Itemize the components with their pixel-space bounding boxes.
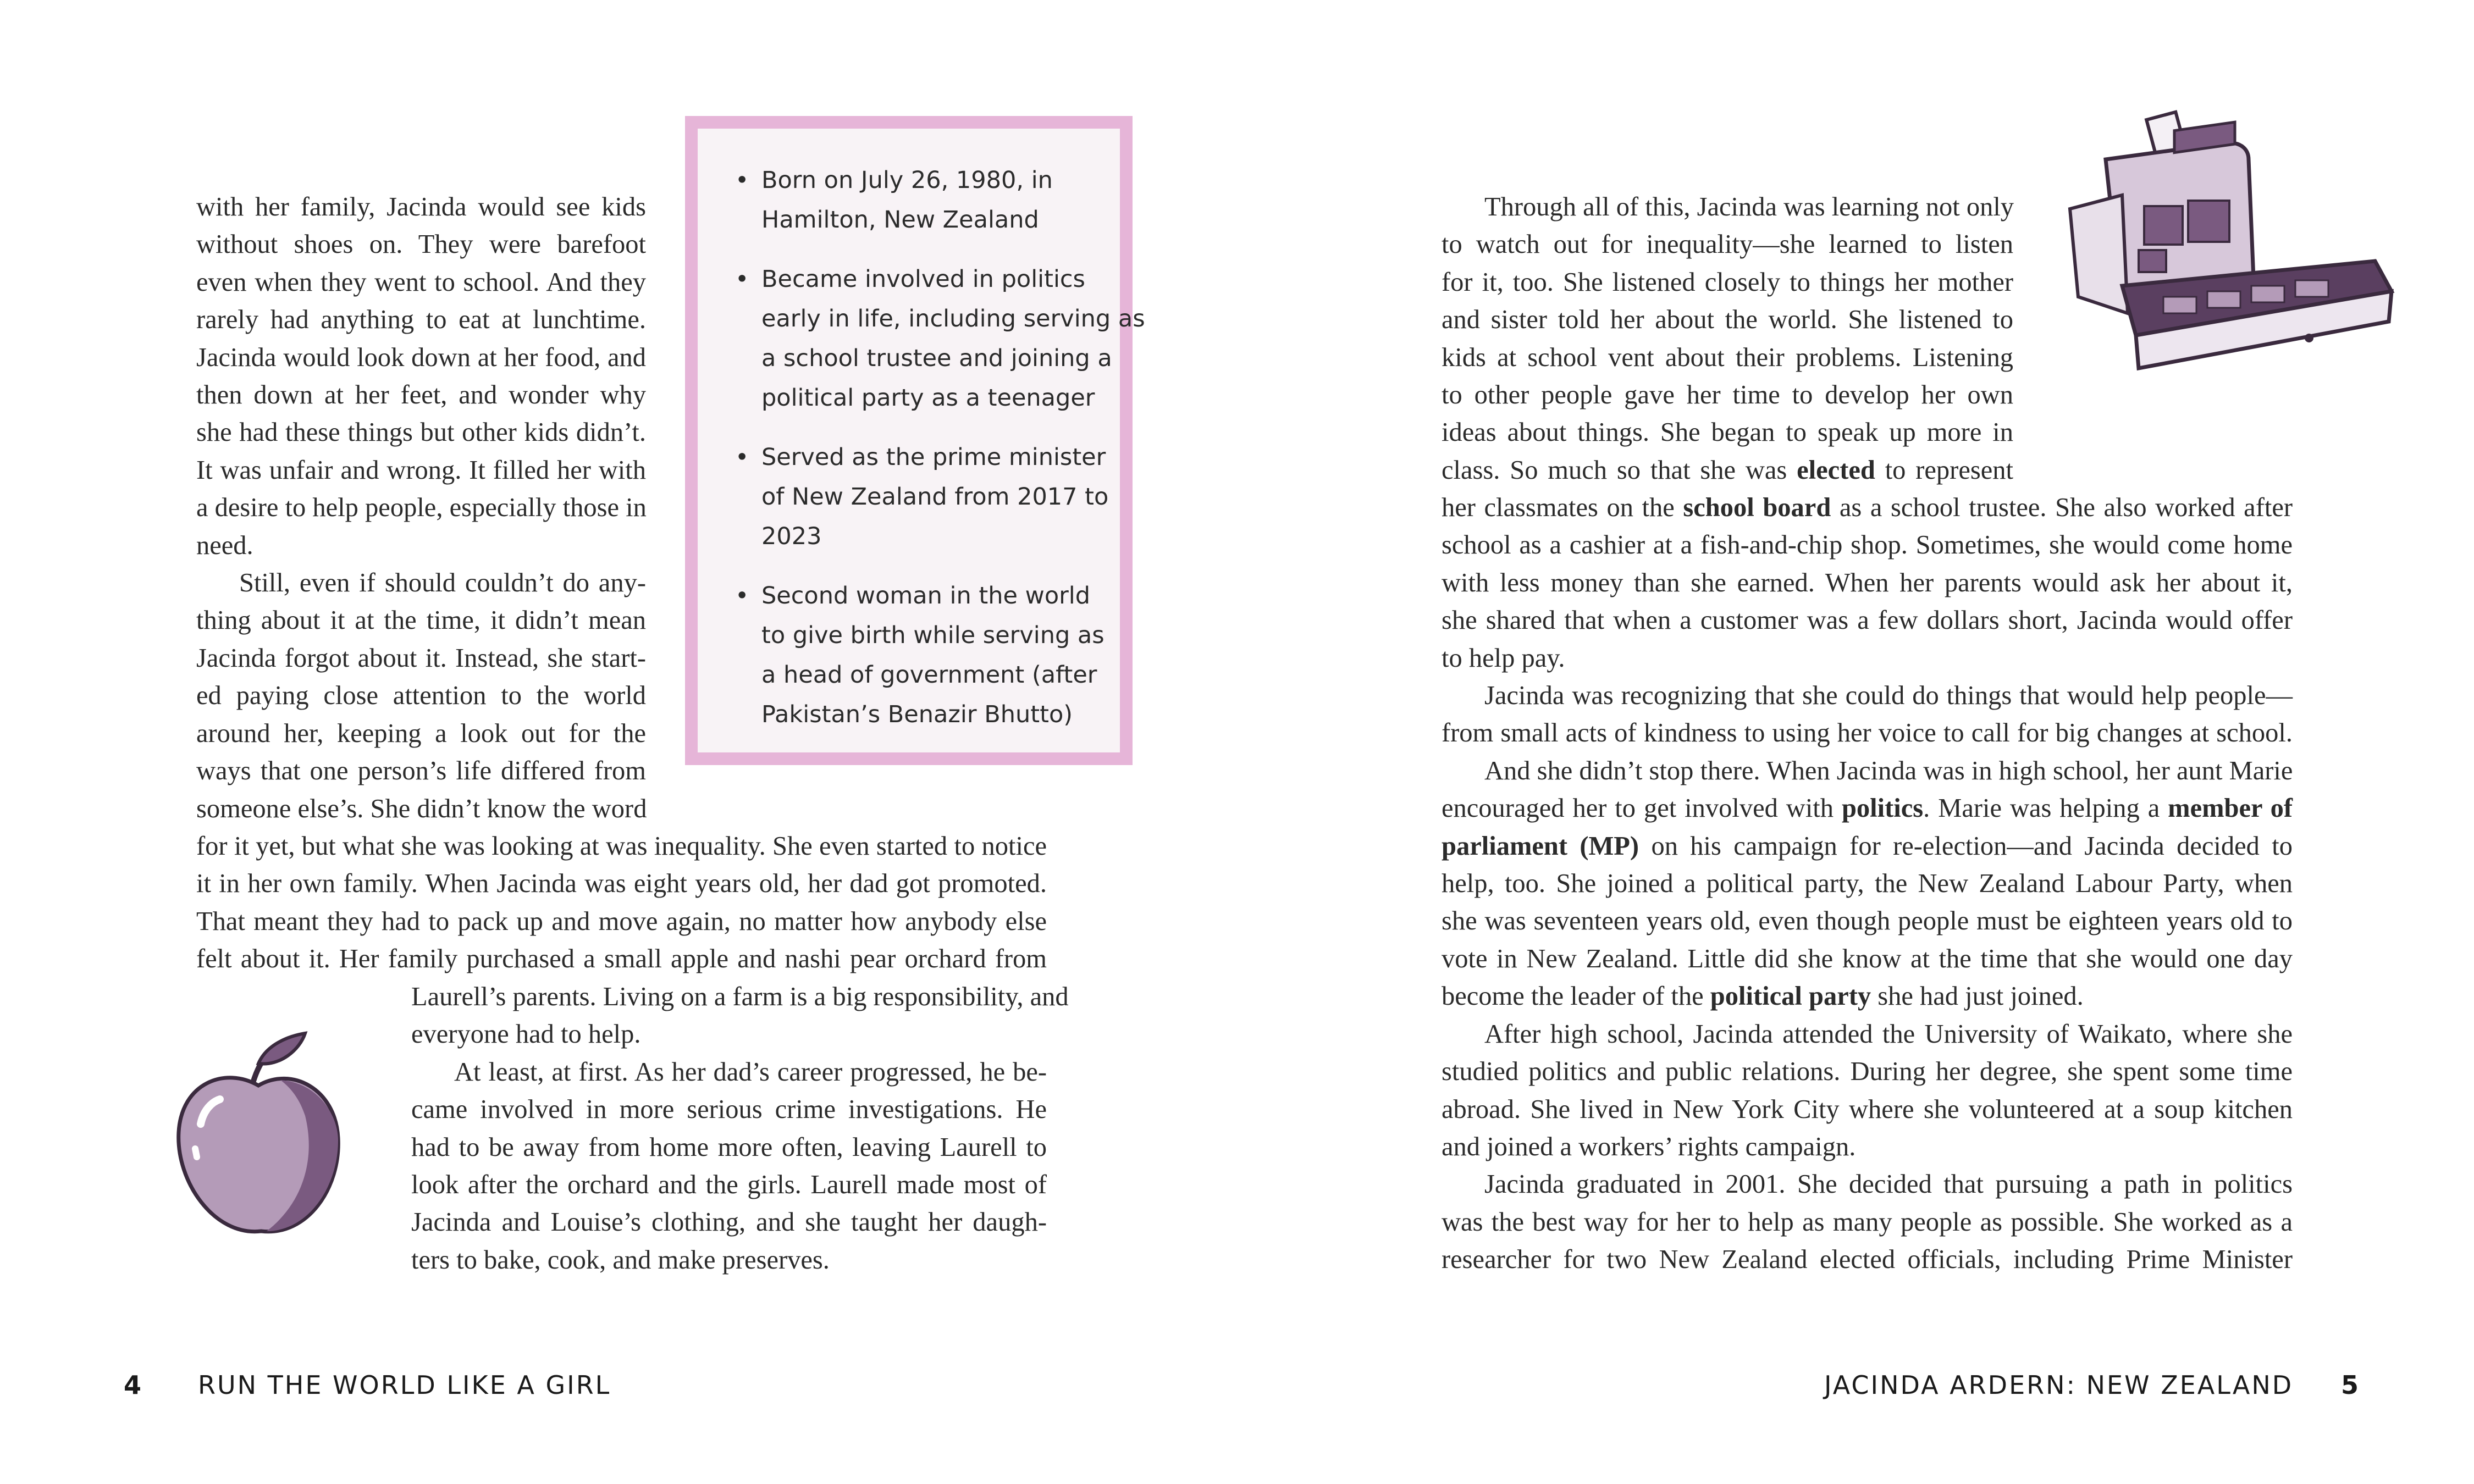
left-running-head: RUN THE WORLD LIKE A GIRL [198, 1370, 611, 1400]
text-line: around her, keeping a look out for the [196, 718, 646, 748]
text-line: to other people gave her time to develop her own [1442, 380, 2013, 410]
text-line: need. [196, 530, 253, 560]
left-footer [124, 1370, 141, 1400]
text-line: Through all of this, Jacinda was learning not only [1484, 192, 2014, 222]
text-line: came involved in more serious crime investigations. He [411, 1095, 1047, 1125]
text-line: and sister told her about the world. She listened to [1442, 305, 2013, 335]
right-narrow-text [1442, 189, 2013, 489]
fact-line: a school trustee and joining a [761, 345, 1112, 372]
text-line: After high school, Jacinda attended the University of Waikato, where she [1484, 1019, 2293, 1049]
text-line: And she didn’t stop there. When Jacinda was in high school, her aunt Marie [1484, 756, 2293, 785]
bullet-icon: • [735, 167, 749, 194]
fact-list [720, 160, 1145, 754]
text-line: was the best way for her to help as many people as possible. She worked as a [1442, 1207, 2293, 1237]
text-line: felt about it. Her family purchased a small apple and nashi pear orchard from [196, 944, 1047, 974]
fact-line: to give birth while serving as [761, 622, 1105, 649]
text-line: look after the orchard and the girls. Laurell made most of [411, 1170, 1047, 1200]
fact-line: political party as a teenager [761, 384, 1095, 412]
bullet-icon: • [735, 444, 749, 471]
text-line: to help pay. [1442, 643, 1565, 673]
left-column-text [196, 189, 646, 828]
text-line: Jacinda forgot about it. Instead, she start- [196, 643, 646, 673]
fact-line: 2023 [761, 523, 822, 550]
fact-line: Served as the prime minister [761, 444, 1106, 471]
text-line: rarely had anything to eat at lunchtime. [196, 305, 646, 335]
text-line: Jacinda graduated in 2001. She decided that pursuing a path in politics [1484, 1170, 2293, 1199]
text-line: kids at school vent about their problems. Listening [1442, 342, 2013, 372]
text-line: That meant they had to pack up and move again, no matter how anybody else [196, 906, 1047, 936]
bullet-icon: • [735, 265, 749, 293]
text-line: for it yet, but what she was looking at was inequality. She even started to notice [196, 832, 1047, 861]
fact-line: a head of government (after [761, 661, 1097, 689]
text-line: ters to bake, cook, and make preserves. [411, 1245, 830, 1275]
text-line: without shoes on. They were barefoot [196, 230, 646, 259]
fact-line: Pakistan’s Benazir Bhutto) [761, 701, 1073, 728]
fact-item [720, 438, 1145, 556]
fact-line: Hamilton, New Zealand [761, 206, 1039, 234]
text-line: ideas about things. She began to speak up more in [1442, 418, 2013, 447]
left-wide-text [196, 828, 1047, 978]
text-line: to watch out for inequality—she learned to listen [1442, 230, 2013, 259]
text-line: she was seventeen years old, even though people must be eighteen years old to [1442, 906, 2293, 936]
text-line: vote in New Zealand. Little did she know at the time that she would one day [1442, 944, 2293, 973]
page-number: 4 [124, 1370, 142, 1400]
text-line: become the leader of the political party she had just joined. [1442, 982, 2084, 1011]
fact-line: Born on July 26, 1980, in [761, 167, 1053, 194]
text-line: her classmates on the school board as a school trustee. She also worked after [1442, 493, 2293, 522]
fact-item [720, 576, 1145, 734]
apple-illustration [170, 1022, 346, 1242]
fact-sidebar [685, 116, 1145, 765]
text-line: ed paying close attention to the world [196, 681, 646, 711]
cash-register-illustration [2067, 110, 2397, 429]
text-line: a desire to help people, especially those in [196, 493, 647, 523]
text-line: parliament (MP) on his campaign for re-election—and Jacinda decided to [1442, 831, 2293, 861]
fact-line: Became involved in politics [761, 265, 1085, 293]
bullet-icon: • [735, 582, 749, 610]
text-line: Laurell’s parents. Living on a farm is a big responsibility, and [411, 982, 1069, 1011]
text-line: help, too. She joined a political party, the New Zealand Labour Party, when [1442, 869, 2293, 899]
text-line: and joined a workers’ rights campaign. [1442, 1132, 1856, 1161]
text-line: Jacinda would look down at her food, and [196, 342, 646, 372]
fact-line: Second woman in the world [761, 582, 1091, 610]
text-line: abroad. She lived in New York City where she volunteered at a soup kitchen [1442, 1094, 2293, 1124]
text-line: studied politics and public relations. During her degree, she spent some time [1442, 1057, 2293, 1087]
text-line: with her family, Jacinda would see kids [196, 192, 646, 222]
text-line: had to be away from home more often, leaving Laurell to [411, 1132, 1047, 1162]
text-line: Jacinda and Louise’s clothing, and she taught her daugh- [411, 1208, 1047, 1237]
text-line: It was unfair and wrong. It filled her with [196, 455, 646, 485]
left-narrow-text [411, 978, 1069, 1279]
fact-line: early in life, including serving as [761, 305, 1145, 333]
text-line: for it, too. She listened closely to things her mother [1442, 267, 2013, 297]
right-footer [2341, 1370, 2359, 1400]
text-line: Still, even if should couldn’t do any- [239, 568, 646, 598]
text-line: thing about it at the time, it didn’t mean [196, 606, 646, 635]
text-line: someone else’s. She didn’t know the word [196, 794, 647, 823]
text-line: with less money than she earned. When her parents would ask her about it, [1442, 568, 2293, 597]
text-line: she had these things but other kids didn’t. [196, 418, 646, 447]
text-line: then down at her feet, and wonder why [196, 380, 646, 410]
text-line: even when they went to school. And they [196, 267, 646, 297]
fact-line: of New Zealand from 2017 to [761, 483, 1109, 511]
right-running-head: JACINDA ARDERN: NEW ZEALAND [1824, 1370, 2294, 1400]
text-line: Jacinda was recognizing that she could do things that would help people— [1484, 681, 2293, 711]
text-line: researcher for two New Zealand elected officials, including Prime Minister [1442, 1245, 2293, 1275]
text-line: encouraged her to get involved with politics. Marie was helping a member of [1442, 794, 2293, 823]
text-line: At least, at first. As her dad’s career progressed, he be- [454, 1057, 1047, 1087]
fact-item [720, 160, 1145, 240]
text-line: from small acts of kindness to using her voice to call for big changes at school. [1442, 718, 2293, 748]
text-line: it in her own family. When Jacinda was eight years old, her dad got promoted. [196, 869, 1047, 899]
text-line: everyone had to help. [411, 1020, 641, 1049]
text-line: she shared that when a customer was a few dollars short, Jacinda would offer [1442, 606, 2293, 635]
fact-item [720, 259, 1145, 418]
text-line: class. So much so that she was elected to represent [1442, 455, 2013, 485]
page-number: 5 [2341, 1370, 2359, 1400]
text-line: ways that one person’s life differed from [196, 756, 646, 786]
text-line: school as a cashier at a fish-and-chip shop. Sometimes, she would come home [1442, 530, 2293, 560]
right-wide-text [1442, 489, 2293, 1279]
